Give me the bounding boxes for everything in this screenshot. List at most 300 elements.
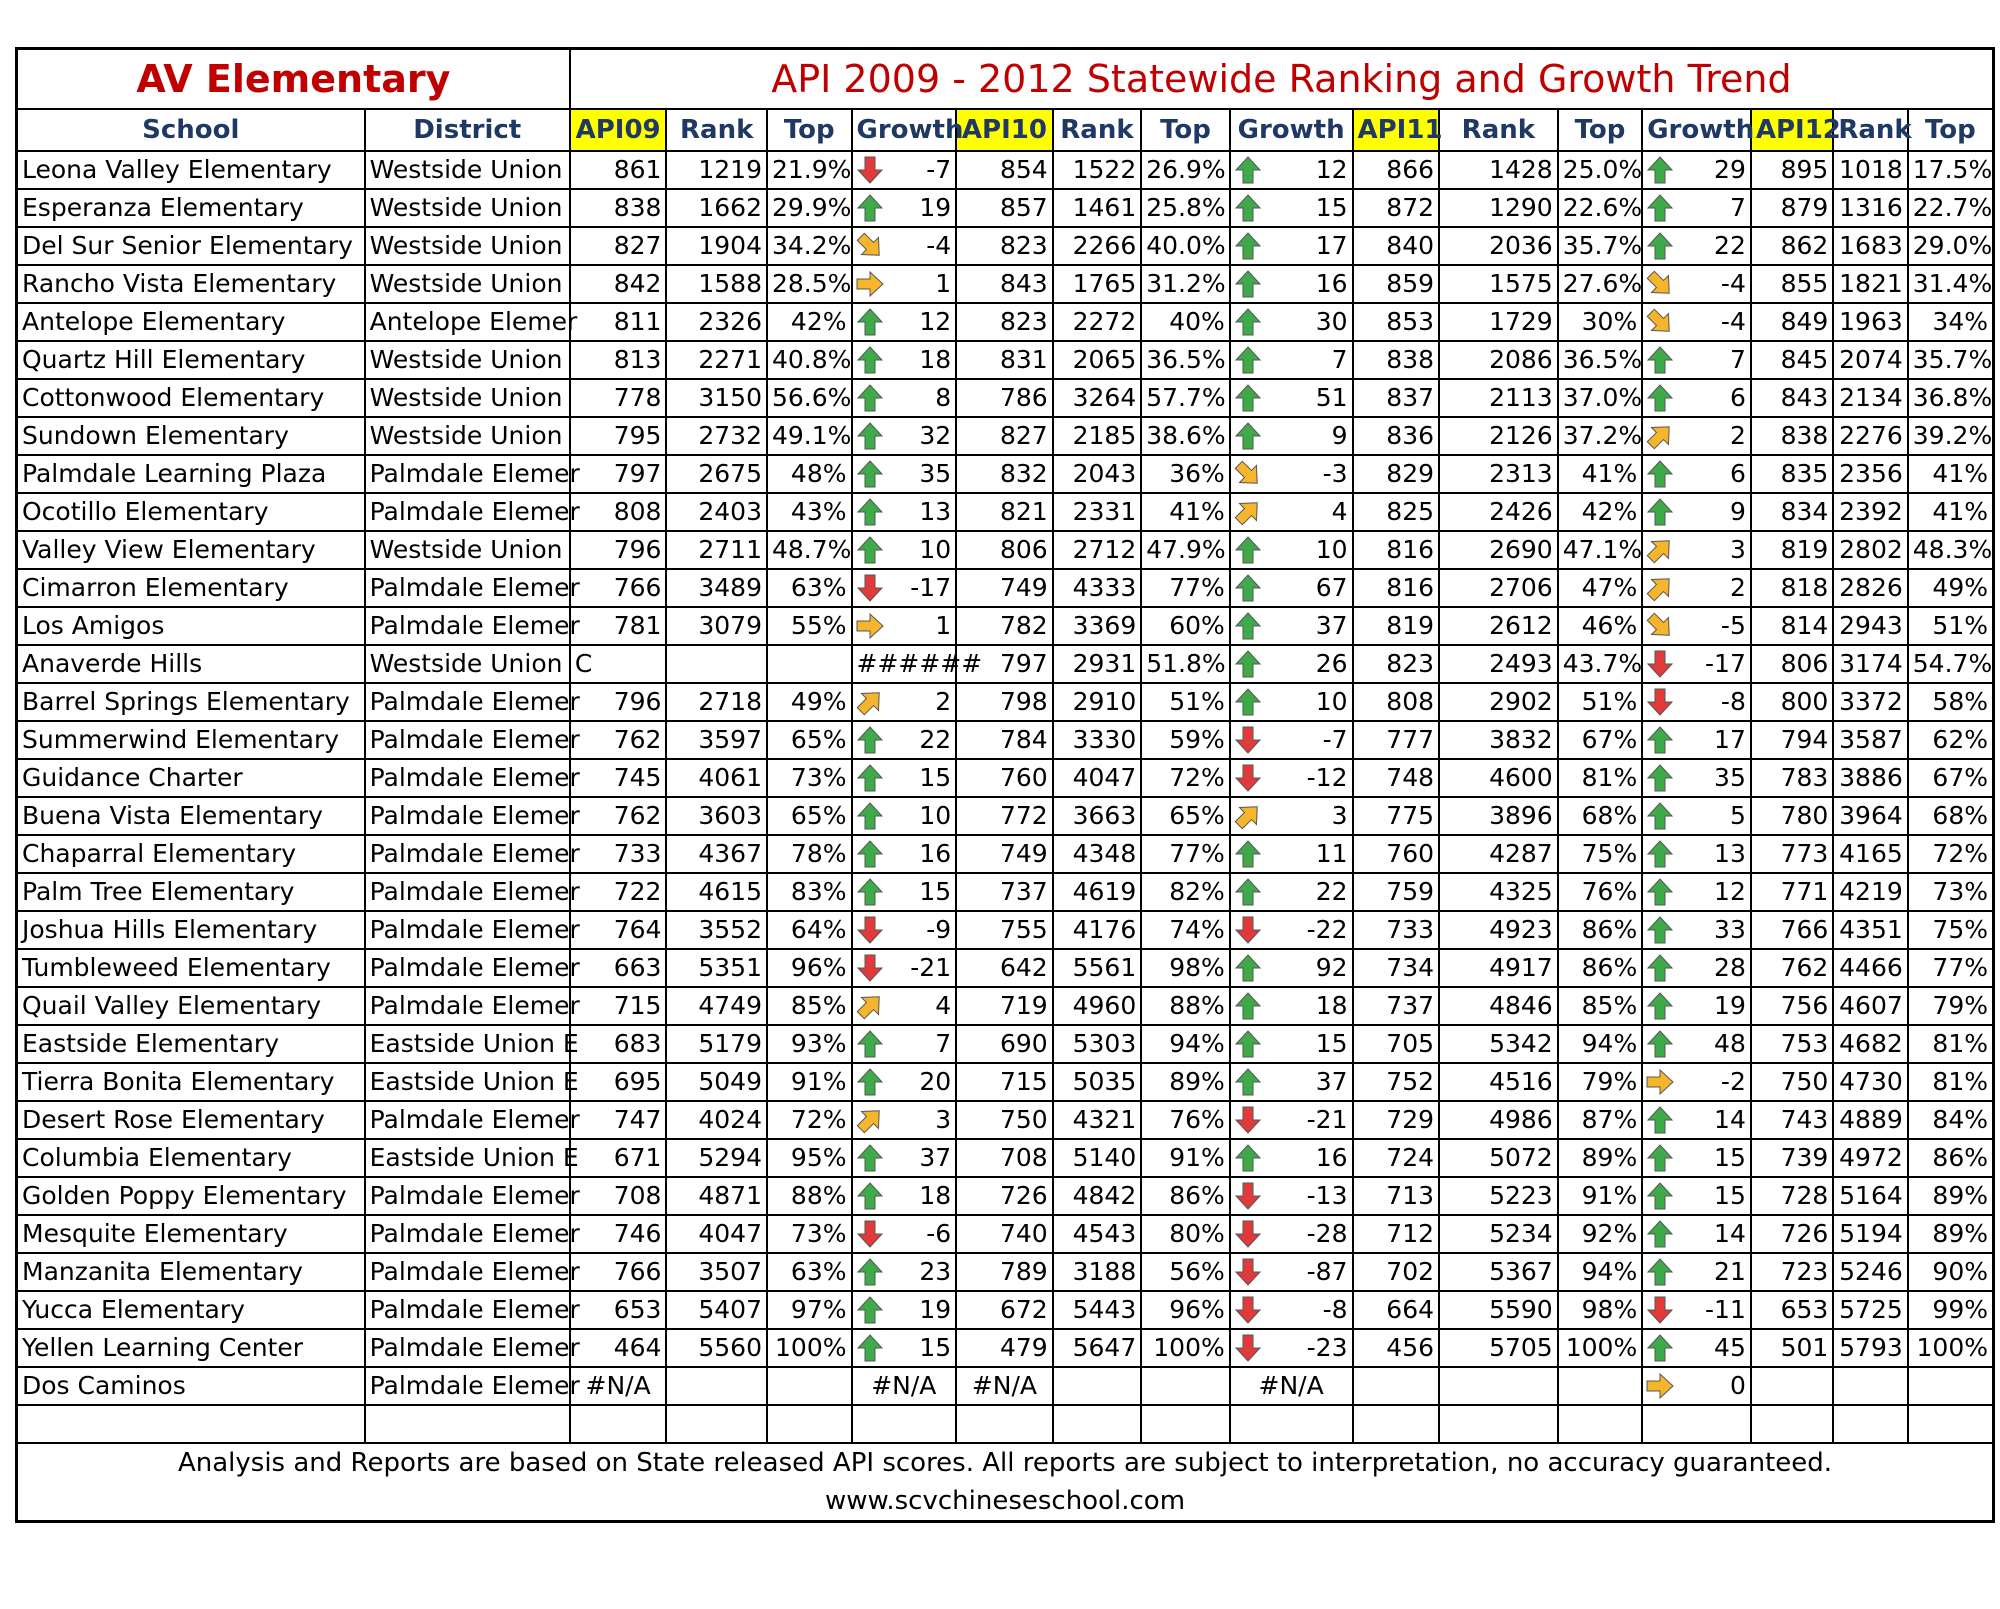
growth10-cell (852, 759, 957, 797)
growth-value: 37 (1315, 1067, 1348, 1096)
growth12-cell (1642, 227, 1751, 265)
growth-value: 10 (1315, 687, 1348, 716)
top09-cell: 49% (767, 683, 852, 721)
api11-cell: 752 (1353, 1063, 1440, 1101)
top10-cell: 76% (1141, 1101, 1230, 1139)
growth11-cell (1230, 151, 1353, 189)
top09-cell: 100% (767, 1329, 852, 1367)
top10-cell: 65% (1141, 797, 1230, 835)
rank12-cell: 2802 (1833, 531, 1907, 569)
up-arrow-icon (1233, 307, 1263, 337)
top10-cell: 40.0% (1141, 227, 1230, 265)
table-row (17, 303, 1994, 341)
empty-cell (17, 1405, 365, 1443)
rank11-cell: 2126 (1439, 417, 1558, 455)
up-arrow-icon (855, 801, 885, 831)
top09-cell: 28.5% (767, 265, 852, 303)
up-arrow-icon (855, 877, 885, 907)
growth11-cell (1230, 227, 1353, 265)
growth12-cell (1642, 1291, 1751, 1329)
growth-value: 15 (1315, 193, 1348, 222)
up-arrow-icon (1645, 1257, 1675, 1287)
api12-cell: 794 (1751, 721, 1833, 759)
api11-cell: 816 (1353, 531, 1440, 569)
growth-value: 35 (1714, 763, 1746, 792)
rank09-cell: 5560 (666, 1329, 767, 1367)
growth-value: -4 (1720, 307, 1746, 336)
api10-cell: 786 (956, 379, 1053, 417)
api09-cell: 808 (570, 493, 667, 531)
growth-value: 22 (1714, 231, 1746, 260)
growth-value: -17 (910, 573, 952, 602)
growth-value: 2 (935, 687, 952, 716)
top11-cell: 94% (1558, 1025, 1643, 1063)
top11-cell: 98% (1558, 1291, 1643, 1329)
growth11-cell (1230, 379, 1353, 417)
growth10-cell (852, 1367, 957, 1405)
rank10-cell: 5443 (1053, 1291, 1142, 1329)
table-row (17, 1253, 1994, 1291)
district-cell: Westside Union (365, 189, 570, 227)
up-arrow-icon (1645, 1219, 1675, 1249)
growth-value: 1 (935, 269, 952, 298)
growth-value: 0 (1729, 1371, 1746, 1400)
api11-cell: 829 (1353, 455, 1440, 493)
rank11-cell: 4600 (1439, 759, 1558, 797)
api12-cell: 818 (1751, 569, 1833, 607)
growth11-cell (1230, 873, 1353, 911)
api12-cell: 783 (1751, 759, 1833, 797)
rank12-cell: 4165 (1833, 835, 1907, 873)
empty-cell (1833, 1405, 1907, 1443)
growth12-cell (1642, 835, 1751, 873)
api11-cell: 816 (1353, 569, 1440, 607)
rank09-cell: 4615 (666, 873, 767, 911)
top11-cell: 86% (1558, 949, 1643, 987)
table-row (17, 189, 1994, 227)
school-cell: Desert Rose Elementary (17, 1101, 365, 1139)
growth-value: 30 (1315, 307, 1348, 336)
growth10-cell (852, 797, 957, 835)
growth12-cell (1642, 493, 1751, 531)
top12-cell: 90% (1908, 1253, 1994, 1291)
district-cell: Westside Union (365, 341, 570, 379)
api09-cell: 778 (570, 379, 667, 417)
growth12-cell (1642, 1253, 1751, 1291)
rank12-cell: 2276 (1833, 417, 1907, 455)
col-header-top09: Top (767, 109, 852, 151)
growth-value: 14 (1714, 1219, 1746, 1248)
growth10-cell (852, 987, 957, 1025)
growth10-cell (852, 911, 957, 949)
top10-cell: 26.9% (1141, 151, 1230, 189)
top10-cell: 56% (1141, 1253, 1230, 1291)
growth-value: -12 (1306, 763, 1348, 792)
table-row (17, 949, 1994, 987)
rank12-cell: 4730 (1833, 1063, 1907, 1101)
up-arrow-icon (1645, 1181, 1675, 1211)
rank10-cell: 2043 (1053, 455, 1142, 493)
col-header-top10: Top (1141, 109, 1230, 151)
col-header-api11: API11 (1353, 109, 1440, 151)
growth12-cell (1642, 797, 1751, 835)
api09-cell: 745 (570, 759, 667, 797)
growth-value: 23 (919, 1257, 952, 1286)
empty-cell (1439, 1405, 1558, 1443)
growth11-cell (1230, 1025, 1353, 1063)
rank12-cell: 2134 (1833, 379, 1907, 417)
rank12-cell: 3174 (1833, 645, 1907, 683)
top11-cell: 91% (1558, 1177, 1643, 1215)
rank11-cell: 4986 (1439, 1101, 1558, 1139)
top12-cell: 48.3% (1908, 531, 1994, 569)
api12-cell: 501 (1751, 1329, 1833, 1367)
api09-cell: 762 (570, 721, 667, 759)
top12-cell: 22.7% (1908, 189, 1994, 227)
api11-cell: 823 (1353, 645, 1440, 683)
district-cell: Palmdale Elemer (365, 683, 570, 721)
school-cell: Sundown Elementary (17, 417, 365, 455)
api12-cell: 855 (1751, 265, 1833, 303)
growth12-cell (1642, 455, 1751, 493)
down-arrow-icon (855, 1219, 885, 1249)
api-ranking-table (15, 47, 1995, 1523)
growth-value: 16 (1315, 269, 1348, 298)
title-row (17, 49, 1994, 110)
api09-cell: 838 (570, 189, 667, 227)
growth10-cell (852, 303, 957, 341)
growth-value: 37 (919, 1143, 952, 1172)
empty-cell (666, 1405, 767, 1443)
up-right-arrow-icon (1645, 573, 1675, 603)
col-header-top11: Top (1558, 109, 1643, 151)
district-cell: Palmdale Elemer (365, 455, 570, 493)
up-arrow-icon (855, 725, 885, 755)
table-row (17, 493, 1994, 531)
header-row (17, 109, 1994, 151)
table-row (17, 569, 1994, 607)
api10-cell: 797 (956, 645, 1053, 683)
rank12-cell: 4889 (1833, 1101, 1907, 1139)
rank09-cell: 4871 (666, 1177, 767, 1215)
school-cell: Summerwind Elementary (17, 721, 365, 759)
api12-cell: 800 (1751, 683, 1833, 721)
rank11-cell: 4923 (1439, 911, 1558, 949)
up-arrow-icon (855, 763, 885, 793)
api11-cell: 825 (1353, 493, 1440, 531)
growth12-cell (1642, 1101, 1751, 1139)
api11-cell: 734 (1353, 949, 1440, 987)
growth-value: 19 (919, 193, 952, 222)
rank09-cell: 5049 (666, 1063, 767, 1101)
top09-cell: 64% (767, 911, 852, 949)
school-cell: Guidance Charter (17, 759, 365, 797)
api09-cell: 715 (570, 987, 667, 1025)
api10-cell: 782 (956, 607, 1053, 645)
up-right-arrow-icon (855, 687, 885, 717)
api09-cell: 663 (570, 949, 667, 987)
growth-value: 33 (1714, 915, 1746, 944)
rank12-cell: 3587 (1833, 721, 1907, 759)
api10-cell: 823 (956, 303, 1053, 341)
growth-value: 4 (935, 991, 952, 1020)
growth12-cell (1642, 151, 1751, 189)
up-right-arrow-icon (1645, 421, 1675, 451)
rank12-cell: 2943 (1833, 607, 1907, 645)
top11-cell: 37.2% (1558, 417, 1643, 455)
rank10-cell: 1765 (1053, 265, 1142, 303)
top11-cell: 79% (1558, 1063, 1643, 1101)
growth-value: 3 (1729, 535, 1746, 564)
api09-cell: #N/A (570, 1367, 667, 1405)
table-row (17, 265, 1994, 303)
api09-cell: 722 (570, 873, 667, 911)
col-header-school: School (17, 109, 365, 151)
growth11-cell (1230, 531, 1353, 569)
rank11-cell: 1428 (1439, 151, 1558, 189)
empty-cell (1141, 1405, 1230, 1443)
up-arrow-icon (1645, 991, 1675, 1021)
table-row (17, 911, 1994, 949)
api09-cell: 842 (570, 265, 667, 303)
top11-cell: 76% (1558, 873, 1643, 911)
col-header-district: District (365, 109, 570, 151)
top10-cell: 59% (1141, 721, 1230, 759)
right-arrow-icon (1645, 1067, 1675, 1097)
rank09-cell: 4024 (666, 1101, 767, 1139)
top10-cell (1141, 1367, 1230, 1405)
rank12-cell: 4466 (1833, 949, 1907, 987)
growth11-cell (1230, 1177, 1353, 1215)
growth-value: 2 (1729, 421, 1746, 450)
top11-cell: 94% (1558, 1253, 1643, 1291)
rank10-cell: 5647 (1053, 1329, 1142, 1367)
growth11-cell (1230, 455, 1353, 493)
top12-cell: 29.0% (1908, 227, 1994, 265)
up-arrow-icon (1645, 1143, 1675, 1173)
rank12-cell: 4607 (1833, 987, 1907, 1025)
growth11-cell (1230, 569, 1353, 607)
api11-cell: 737 (1353, 987, 1440, 1025)
api12-cell: 835 (1751, 455, 1833, 493)
growth-value: -87 (1306, 1257, 1348, 1286)
growth-value: 29 (1714, 155, 1746, 184)
up-arrow-icon (855, 1295, 885, 1325)
rank11-cell: 2036 (1439, 227, 1558, 265)
rank11-cell: 1575 (1439, 265, 1558, 303)
growth11-cell (1230, 759, 1353, 797)
growth-value: 13 (1714, 839, 1746, 868)
growth11-cell (1230, 987, 1353, 1025)
api12-cell: 728 (1751, 1177, 1833, 1215)
top09-cell: 21.9% (767, 151, 852, 189)
up-arrow-icon (1233, 535, 1263, 565)
district-cell: Westside Union (365, 151, 570, 189)
top10-cell: 98% (1141, 949, 1230, 987)
district-cell: Palmdale Elemer (365, 1101, 570, 1139)
growth11-cell (1230, 835, 1353, 873)
district-cell: Palmdale Elemer (365, 1215, 570, 1253)
api11-cell: 836 (1353, 417, 1440, 455)
growth10-cell (852, 227, 957, 265)
rank10-cell: 2931 (1053, 645, 1142, 683)
top12-cell: 99% (1908, 1291, 1994, 1329)
top12-cell: 17.5% (1908, 151, 1994, 189)
growth12-cell (1642, 721, 1751, 759)
growth-value: 22 (919, 725, 952, 754)
api10-cell: 749 (956, 569, 1053, 607)
api12-cell: 819 (1751, 531, 1833, 569)
top11-cell: 92% (1558, 1215, 1643, 1253)
up-arrow-icon (1645, 1333, 1675, 1363)
api09-cell: 746 (570, 1215, 667, 1253)
growth10-cell (852, 645, 983, 683)
growth12-cell (1642, 607, 1751, 645)
school-cell: Eastside Elementary (17, 1025, 365, 1063)
top11-cell: 81% (1558, 759, 1643, 797)
growth11-cell (1230, 1367, 1353, 1405)
rank10-cell: 1461 (1053, 189, 1142, 227)
right-arrow-icon (1645, 1371, 1675, 1401)
api12-cell (1751, 1367, 1833, 1405)
api09-cell: 695 (570, 1063, 667, 1101)
rank12-cell: 1821 (1833, 265, 1907, 303)
down-arrow-icon (1645, 649, 1675, 679)
rank11-cell: 2426 (1439, 493, 1558, 531)
top12-cell: 67% (1908, 759, 1994, 797)
rank09-cell: 3507 (666, 1253, 767, 1291)
top09-cell: 40.8% (767, 341, 852, 379)
top09-cell: 83% (767, 873, 852, 911)
growth-value: 2 (1729, 573, 1746, 602)
api09-cell: 861 (570, 151, 667, 189)
growth-value: 17 (1714, 725, 1746, 754)
api11-cell: 712 (1353, 1215, 1440, 1253)
down-arrow-icon (1233, 1295, 1263, 1325)
district-cell: Westside Union (365, 265, 570, 303)
growth11-cell (1230, 303, 1353, 341)
col-header-top12: Top (1908, 109, 1994, 151)
up-arrow-icon (1233, 1067, 1263, 1097)
top09-cell: 63% (767, 1253, 852, 1291)
growth11-cell (1230, 1291, 1353, 1329)
top10-cell: 80% (1141, 1215, 1230, 1253)
top11-cell: 85% (1558, 987, 1643, 1025)
growth-value: 19 (919, 1295, 952, 1324)
growth10-cell (852, 1025, 957, 1063)
top09-cell: 73% (767, 1215, 852, 1253)
growth-value: 45 (1714, 1333, 1746, 1362)
growth11-cell (1230, 683, 1353, 721)
district-cell: Palmdale Elemer (365, 721, 570, 759)
table-row (17, 759, 1994, 797)
api11-cell: 702 (1353, 1253, 1440, 1291)
top12-cell: 81% (1908, 1025, 1994, 1063)
growth10-cell (852, 1177, 957, 1215)
api12-cell: 773 (1751, 835, 1833, 873)
growth-value: 20 (919, 1067, 952, 1096)
top09-cell: 48% (767, 455, 852, 493)
growth-value: 17 (1315, 231, 1348, 260)
up-arrow-icon (855, 345, 885, 375)
top10-cell: 88% (1141, 987, 1230, 1025)
api09-cell: 827 (570, 227, 667, 265)
rank09-cell: 4749 (666, 987, 767, 1025)
down-arrow-icon (855, 573, 885, 603)
growth-value: 7 (1729, 193, 1746, 222)
growth10-cell (852, 417, 957, 455)
growth11-cell (1230, 721, 1353, 759)
api12-cell: 771 (1751, 873, 1833, 911)
rank11-cell: 2690 (1439, 531, 1558, 569)
rank12-cell: 4682 (1833, 1025, 1907, 1063)
right-arrow-icon (855, 611, 885, 641)
up-arrow-icon (1233, 383, 1263, 413)
top10-cell: 72% (1141, 759, 1230, 797)
top10-cell: 38.6% (1141, 417, 1230, 455)
rank10-cell: 2331 (1053, 493, 1142, 531)
rank12-cell: 3964 (1833, 797, 1907, 835)
api10-cell: 737 (956, 873, 1053, 911)
up-arrow-icon (1645, 953, 1675, 983)
up-arrow-icon (1645, 877, 1675, 907)
top10-cell: 96% (1141, 1291, 1230, 1329)
api09-cell: 733 (570, 835, 667, 873)
up-arrow-icon (855, 1029, 885, 1059)
growth10-cell (852, 189, 957, 227)
growth12-cell (1642, 645, 1751, 683)
rank10-cell: 4047 (1053, 759, 1142, 797)
rank11-cell (1439, 1367, 1558, 1405)
district-cell: Palmdale Elemer (365, 835, 570, 873)
api12-cell: 753 (1751, 1025, 1833, 1063)
rank09-cell: 1588 (666, 265, 767, 303)
top09-cell: 55% (767, 607, 852, 645)
growth-value: 16 (919, 839, 952, 868)
top12-cell: 89% (1908, 1215, 1994, 1253)
school-cell: Chaparral Elementary (17, 835, 365, 873)
api12-cell: 766 (1751, 911, 1833, 949)
district-cell: Westside Union (365, 227, 570, 265)
rank10-cell: 3663 (1053, 797, 1142, 835)
growth-value: 15 (1315, 1029, 1348, 1058)
api10-cell: 806 (956, 531, 1053, 569)
district-cell: Westside Union (365, 417, 570, 455)
api12-cell: 879 (1751, 189, 1833, 227)
rank11-cell: 4325 (1439, 873, 1558, 911)
api10-cell: 832 (956, 455, 1053, 493)
growth-value: 26 (1315, 649, 1348, 678)
top09-cell: 95% (767, 1139, 852, 1177)
up-arrow-icon (1233, 231, 1263, 261)
table-row (17, 1367, 1994, 1405)
api09-cell: 683 (570, 1025, 667, 1063)
empty-cell (570, 1405, 667, 1443)
top12-cell: 68% (1908, 797, 1994, 835)
api10-cell: 857 (956, 189, 1053, 227)
top09-cell: 63% (767, 569, 852, 607)
school-cell: Manzanita Elementary (17, 1253, 365, 1291)
top11-cell: 46% (1558, 607, 1643, 645)
school-cell: Anaverde Hills (17, 645, 365, 683)
growth-value: 32 (919, 421, 952, 450)
table-row (17, 1025, 1994, 1063)
growth11-cell (1230, 797, 1353, 835)
growth10-cell (852, 265, 957, 303)
top10-cell: 51.8% (1141, 645, 1230, 683)
up-arrow-icon (855, 307, 885, 337)
top10-cell: 91% (1141, 1139, 1230, 1177)
